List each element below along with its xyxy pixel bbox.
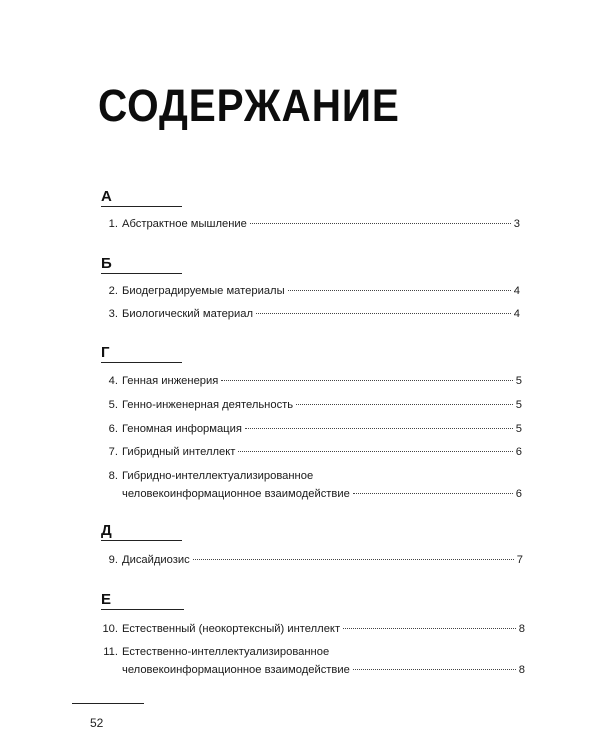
section-rule-a bbox=[101, 206, 182, 207]
toc-entry-page: 3 bbox=[513, 218, 520, 230]
toc-entry-11[interactable] bbox=[101, 662, 525, 678]
toc-entry-number: 7. bbox=[108, 446, 118, 458]
toc-entry-5[interactable] bbox=[101, 397, 522, 413]
toc-entry-text-continued: человекоинформационное взаимодействие bbox=[122, 488, 350, 500]
toc-entry-page: 5 bbox=[515, 399, 522, 411]
dot-leader bbox=[353, 669, 516, 670]
toc-entry-number: 9. bbox=[108, 554, 118, 566]
toc-entry-text: Биологический материал bbox=[122, 308, 254, 320]
toc-entry-page: 7 bbox=[516, 554, 523, 566]
toc-entry-number: 8. bbox=[108, 470, 118, 482]
toc-entry-page: 6 bbox=[515, 488, 522, 500]
toc-entry-text: Абстрактное мышление bbox=[122, 218, 247, 230]
toc-entry-number: 5. bbox=[108, 399, 118, 411]
section-rule-g bbox=[101, 362, 182, 363]
toc-entry-number: 10. bbox=[102, 623, 118, 635]
toc-entry-2[interactable] bbox=[101, 283, 520, 299]
section-letter-e: Е bbox=[101, 591, 112, 608]
toc-entry-text: Биодеградируемые материалы bbox=[122, 285, 285, 297]
toc-entry-page: 5 bbox=[515, 423, 522, 435]
toc-entry-page: 5 bbox=[515, 375, 522, 387]
section-rule-b bbox=[101, 273, 182, 274]
toc-entry-number: 1. bbox=[108, 218, 118, 230]
dot-leader bbox=[245, 428, 513, 429]
toc-entry-number: 4. bbox=[108, 375, 118, 387]
toc-entry-1[interactable] bbox=[101, 216, 520, 232]
toc-entry-page: 6 bbox=[515, 446, 522, 458]
toc-entry-text: Естественно-интеллектуализированное bbox=[122, 646, 330, 658]
dot-leader bbox=[250, 223, 511, 224]
section-letter-g: Г bbox=[101, 344, 110, 361]
toc-entry-number: 6. bbox=[108, 423, 118, 435]
toc-entry-text: Генно-инженерная деятельность bbox=[122, 399, 294, 411]
toc-entry-8[interactable] bbox=[101, 486, 522, 502]
toc-entry-text-continued: человекоинформационное взаимодействие bbox=[122, 664, 350, 676]
page-title: СОДЕРЖАНИЕ bbox=[98, 80, 400, 131]
toc-entry-3[interactable] bbox=[101, 306, 520, 322]
section-rule-e bbox=[101, 609, 184, 610]
toc-entry-7[interactable] bbox=[101, 444, 522, 460]
toc-entry-text: Генная инженерия bbox=[122, 375, 219, 387]
dot-leader bbox=[221, 380, 512, 381]
dot-leader bbox=[238, 451, 512, 452]
section-letter-d: Д bbox=[101, 522, 112, 539]
toc-entry-page: 8 bbox=[518, 623, 525, 635]
page-number: 52 bbox=[90, 716, 104, 730]
dot-leader bbox=[296, 404, 513, 405]
toc-entry-number: 11. bbox=[103, 646, 118, 658]
toc-entry-page: 4 bbox=[513, 285, 520, 297]
toc-entry-text: Гибридный интеллект bbox=[122, 446, 236, 458]
section-letter-b: Б bbox=[101, 255, 112, 272]
dot-leader bbox=[288, 290, 511, 291]
dot-leader bbox=[193, 559, 514, 560]
toc-entry-text: Гибридно-интеллектуализированное bbox=[122, 470, 314, 482]
dot-leader bbox=[256, 313, 511, 314]
section-rule-d bbox=[101, 540, 182, 541]
footer-rule bbox=[72, 703, 144, 704]
toc-entry-10[interactable] bbox=[101, 621, 525, 637]
dot-leader bbox=[343, 628, 516, 629]
toc-entry-4[interactable] bbox=[101, 373, 522, 389]
toc-entry-8-line1[interactable] bbox=[101, 468, 313, 484]
toc-entry-number: 2. bbox=[108, 285, 118, 297]
toc-entry-page: 8 bbox=[518, 664, 525, 676]
toc-entry-11-line1[interactable] bbox=[101, 644, 329, 660]
section-letter-a: А bbox=[101, 188, 112, 205]
toc-entry-number: 3. bbox=[108, 308, 118, 320]
toc-entry-9[interactable] bbox=[101, 552, 523, 568]
toc-entry-text: Естественный (неокортексный) интеллект bbox=[122, 623, 341, 635]
toc-entry-6[interactable] bbox=[101, 421, 522, 437]
toc-entry-text: Дисайдиозис bbox=[122, 554, 190, 566]
toc-entry-page: 4 bbox=[513, 308, 520, 320]
toc-entry-text: Геномная информация bbox=[122, 423, 242, 435]
dot-leader bbox=[353, 493, 513, 494]
